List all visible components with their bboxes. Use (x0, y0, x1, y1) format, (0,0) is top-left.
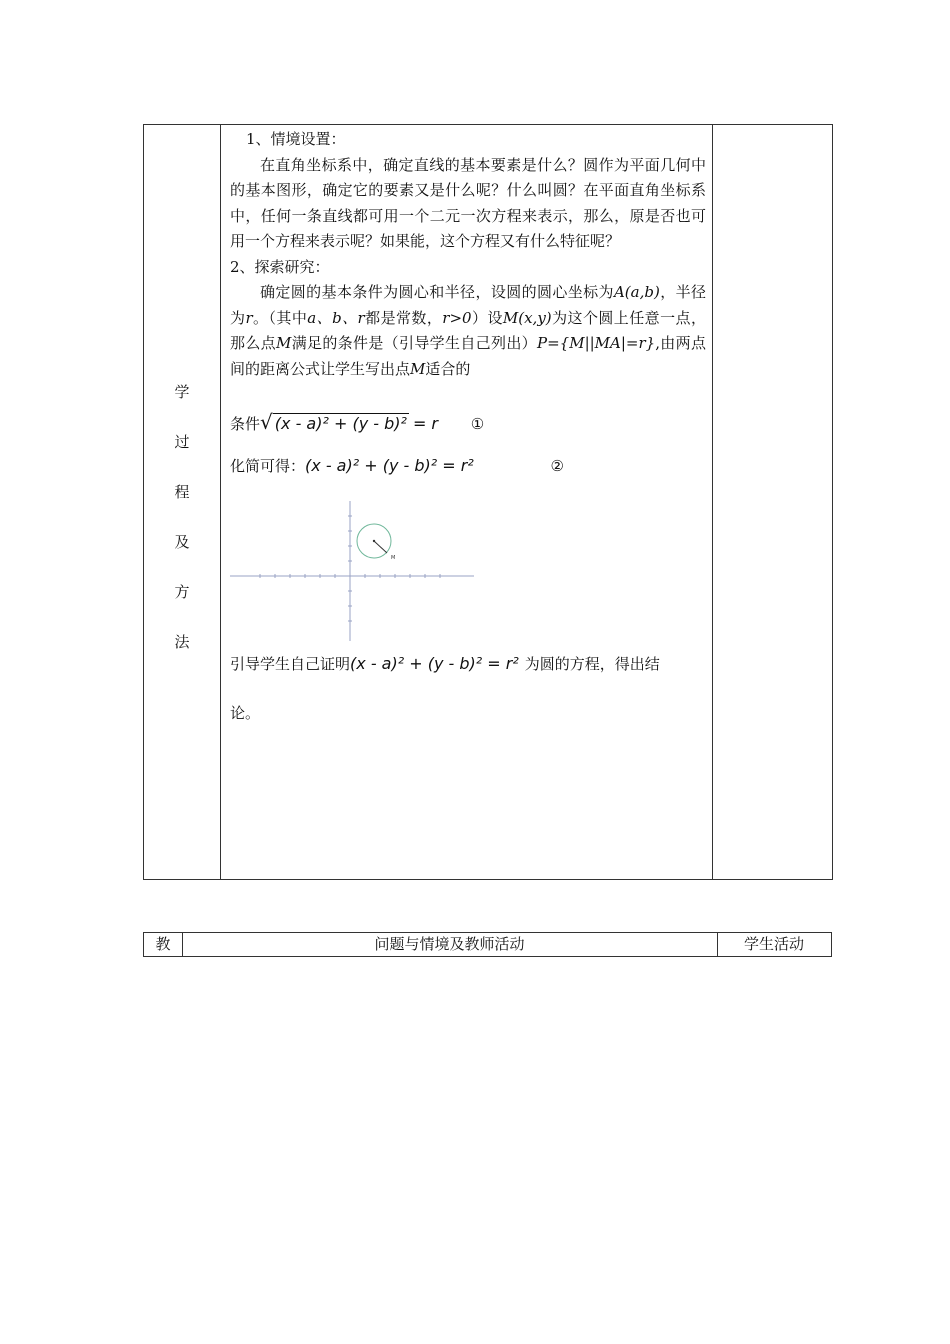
text-run: 满足的条件是（引导学生自己列出） (291, 334, 537, 352)
text-run: ,由两点间的距离公式让学生写出点 (230, 334, 706, 378)
column-divider-left (220, 125, 221, 879)
equation-1-row (230, 410, 484, 434)
equation-3: (x - a)² + (y - b)² = r² (350, 654, 519, 673)
conclusion-row (230, 653, 706, 674)
equation-2-marker: ② (550, 457, 564, 475)
radius-line (374, 541, 387, 553)
header-table (143, 932, 832, 957)
header-col-3: 学生活动 (743, 935, 804, 953)
text-run: 适合的 (425, 359, 471, 378)
conclusion-text: 引导学生自己证明 (230, 655, 351, 673)
left-label-column (144, 125, 220, 879)
point-M: M (276, 334, 292, 352)
simplify-label: 化简可得： (230, 457, 306, 475)
point-label: M (391, 555, 396, 561)
section-2-title: 2、探索研究： (230, 257, 330, 276)
point-M: M (410, 359, 426, 378)
header-col-2: 问题与情境及教师活动 (374, 935, 525, 953)
left-label-char: 法 (174, 633, 190, 651)
section-1-title: 1、情境设置： (246, 130, 346, 148)
text-run: ，半径为 (230, 283, 706, 327)
equation-1-rhs: = r (412, 414, 439, 433)
point-M: M(x,y) (502, 308, 552, 327)
left-label-char: 过 (174, 433, 190, 451)
conclusion-text: 为圆的方程，得出结 (524, 655, 660, 673)
text-run: 为这个圆上任意一点，那么点 (230, 308, 706, 352)
section-1-body: 在直角坐标系中，确定直线的基本要素是什么？圆作为平面几何中的基本图形，确定它的要素又是什么呢？什么叫圆？在平面直角坐标系中，任何一条直线都可用一个二元一次方程来表示，那么，原是否也可用一个方程来表示呢？如果能，这个方程又有什么特征呢？ (230, 155, 706, 250)
equation-1-marker: ① (470, 415, 485, 433)
left-label-char: 及 (174, 533, 190, 551)
constants: a、b、r (307, 308, 365, 327)
radius-r: r (245, 308, 253, 327)
text-run: 确定圆的基本条件为圆心和半径，设圆的圆心坐标为 (260, 283, 614, 301)
content-cell (230, 127, 706, 382)
text-run: 。（其中 (252, 308, 308, 327)
lesson-table (143, 124, 833, 880)
equation-1-radicand: (x - a)² + (y - b)² (274, 414, 407, 433)
header-col-1: 教 (155, 935, 171, 953)
r-positive: r>0 (442, 308, 472, 327)
equation-2: (x - a)² + (y - b)² = r² (305, 456, 474, 475)
condition-label: 条件 (230, 415, 261, 433)
coordinate-graph (230, 501, 474, 647)
equation-2-row (230, 455, 564, 476)
text-run: 都是常数， (364, 308, 443, 327)
point-A: A(a,b) (613, 283, 660, 301)
sqrt-symbol: √ (260, 410, 273, 434)
left-label-char: 学 (174, 383, 190, 401)
section-2-paragraph (230, 280, 706, 382)
left-label-char: 方 (174, 583, 190, 601)
set-P: P={M||MA|=r} (537, 334, 656, 352)
left-label-char: 程 (174, 483, 190, 501)
conclusion-end: 论。 (230, 704, 261, 722)
text-run: ）设 (471, 308, 503, 327)
column-divider-right (712, 125, 713, 879)
